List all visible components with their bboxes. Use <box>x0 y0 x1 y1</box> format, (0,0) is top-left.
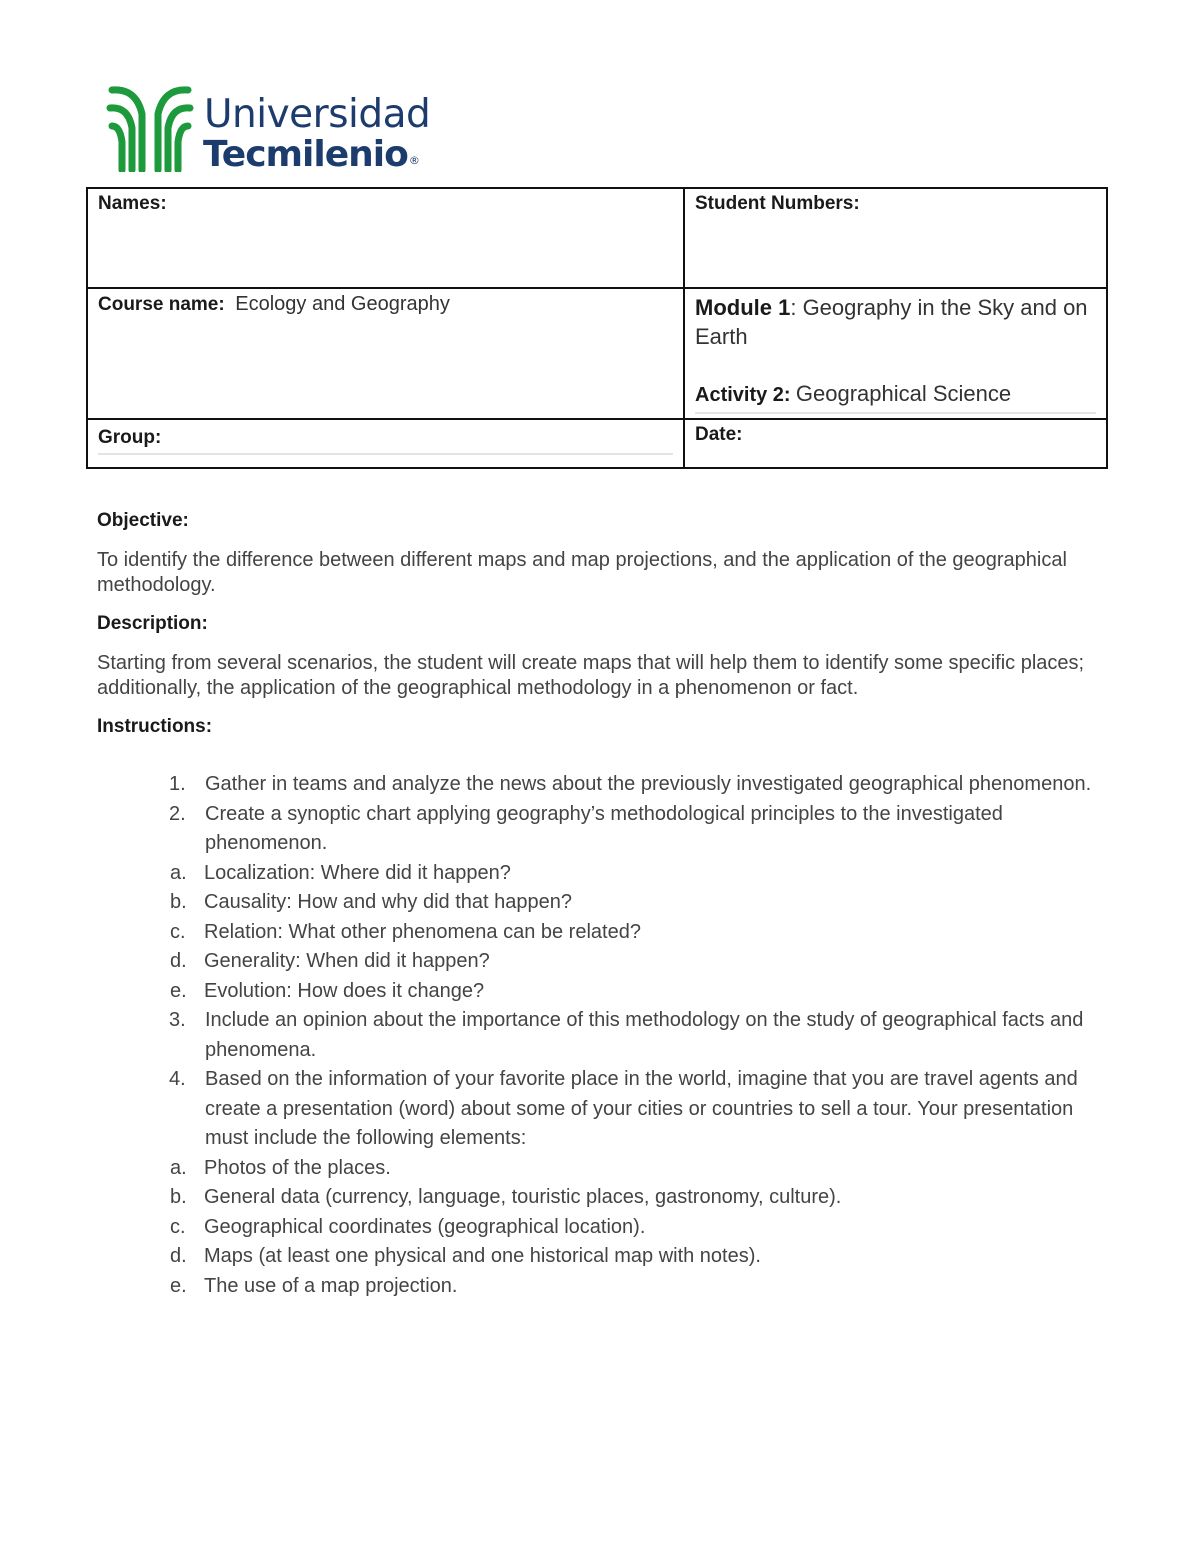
group-label: Group: <box>98 427 162 448</box>
sub-text: Geographical coordinates (geographical location). <box>204 1215 646 1238</box>
sub-letter: c. <box>170 920 186 943</box>
group-cell[interactable] <box>87 419 684 468</box>
list-item <box>97 1065 1117 1154</box>
sub-text: Relation: What other phenomena can be related? <box>204 920 641 943</box>
item-number: 1. <box>169 773 186 795</box>
list-item <box>97 800 1117 859</box>
item-number: 2. <box>169 802 186 825</box>
sub-letter: b. <box>170 1186 187 1208</box>
description-title: Description: <box>97 613 208 634</box>
course-name-value: Ecology and Geography <box>235 293 450 315</box>
sub-letter: b. <box>170 891 187 913</box>
sub-text: Evolution: How does it change? <box>204 979 485 1002</box>
sublist-item <box>97 1183 1117 1213</box>
tecmilenio-leaf-icon <box>106 84 194 172</box>
names-label: Names: <box>98 193 167 214</box>
activity-label: Activity 2: <box>695 384 791 406</box>
registered-mark: ® <box>408 154 419 167</box>
date-label: Date: <box>695 424 743 445</box>
sublist-item <box>97 859 1117 889</box>
objective-title: Objective: <box>97 510 189 531</box>
instructions-list-continued <box>97 1006 1117 1154</box>
names-cell[interactable] <box>87 188 684 288</box>
item-text: Gather in teams and analyze the news about the previously investigated geographical phenomenon. <box>205 773 1092 795</box>
description-text: Starting from several scenarios, the student will create maps that will help them to identify some specific places; additionally, the application of the geographical methodology in a phenomenon or fact. <box>97 652 1085 699</box>
university-logo <box>106 84 436 176</box>
course-name-cell <box>87 288 684 419</box>
student-numbers-cell[interactable] <box>684 188 1107 288</box>
sublist-item <box>97 888 1117 918</box>
sub-text: Causality: How and why did that happen? <box>204 891 573 913</box>
sublist-item <box>97 1242 1117 1272</box>
sub-letter: e. <box>170 979 187 1002</box>
sub-letter: e. <box>170 1274 187 1297</box>
item-text: Create a synoptic chart applying geography’s methodological principles to the investigated phenomenon. <box>205 802 1003 854</box>
date-cell[interactable] <box>684 419 1107 468</box>
sub-letter: a. <box>170 1156 187 1179</box>
sublist-item <box>97 918 1117 948</box>
sub-letter: a. <box>170 861 187 884</box>
sublist-item <box>97 977 1117 1007</box>
group-underline <box>98 453 673 455</box>
item-text: Based on the information of your favorite place in the world, imagine that you are travel agents and create a presentation (word) about some of your cities or countries to sell a tour. Your presentation must include the following elements: <box>205 1068 1078 1149</box>
sub-text: Localization: Where did it happen? <box>204 861 511 884</box>
sub-text: Generality: When did it happen? <box>204 950 490 972</box>
activity-value: Geographical Science <box>795 381 1012 406</box>
instructions-list <box>97 770 1117 859</box>
sub-letter: d. <box>170 950 187 972</box>
sub-text: General data (currency, language, touristic places, gastronomy, culture). <box>204 1186 842 1208</box>
methodology-sublist <box>97 859 1117 1007</box>
objective-text: To identify the difference between different maps and map projections, and the application of the geographical methodology. <box>97 549 1067 596</box>
list-item <box>97 770 1117 800</box>
sublist-item <box>97 1272 1117 1302</box>
sub-letter: d. <box>170 1245 187 1267</box>
module-activity-cell <box>684 288 1107 419</box>
student-numbers-label: Student Numbers: <box>695 193 860 214</box>
presentation-elements-sublist <box>97 1154 1117 1302</box>
sublist-item <box>97 1213 1117 1243</box>
logo-text-universidad: Universidad <box>204 92 431 137</box>
sub-text: Photos of the places. <box>204 1156 391 1179</box>
course-name-label: Course name: <box>98 294 225 315</box>
activity-underline <box>695 412 1096 414</box>
logo-text-tecmilenio: Tecmilenio® <box>203 134 419 175</box>
module-label: Module 1 <box>695 295 791 320</box>
student-info-table <box>86 187 1108 469</box>
item-text: Include an opinion about the importance of this methodology on the study of geographical facts and phenomena. <box>205 1009 1084 1061</box>
instructions-title: Instructions: <box>97 716 213 737</box>
sublist-item <box>97 1154 1117 1184</box>
sub-letter: c. <box>170 1215 186 1238</box>
item-number: 4. <box>169 1068 186 1090</box>
list-item <box>97 1006 1117 1065</box>
sublist-item <box>97 947 1117 977</box>
module-value: : Geography in the Sky and on Earth <box>695 295 1088 349</box>
assignment-content <box>97 510 1117 1301</box>
item-number: 3. <box>169 1009 186 1031</box>
sub-text: The use of a map projection. <box>204 1274 458 1297</box>
sub-text: Maps (at least one physical and one historical map with notes). <box>204 1245 761 1267</box>
